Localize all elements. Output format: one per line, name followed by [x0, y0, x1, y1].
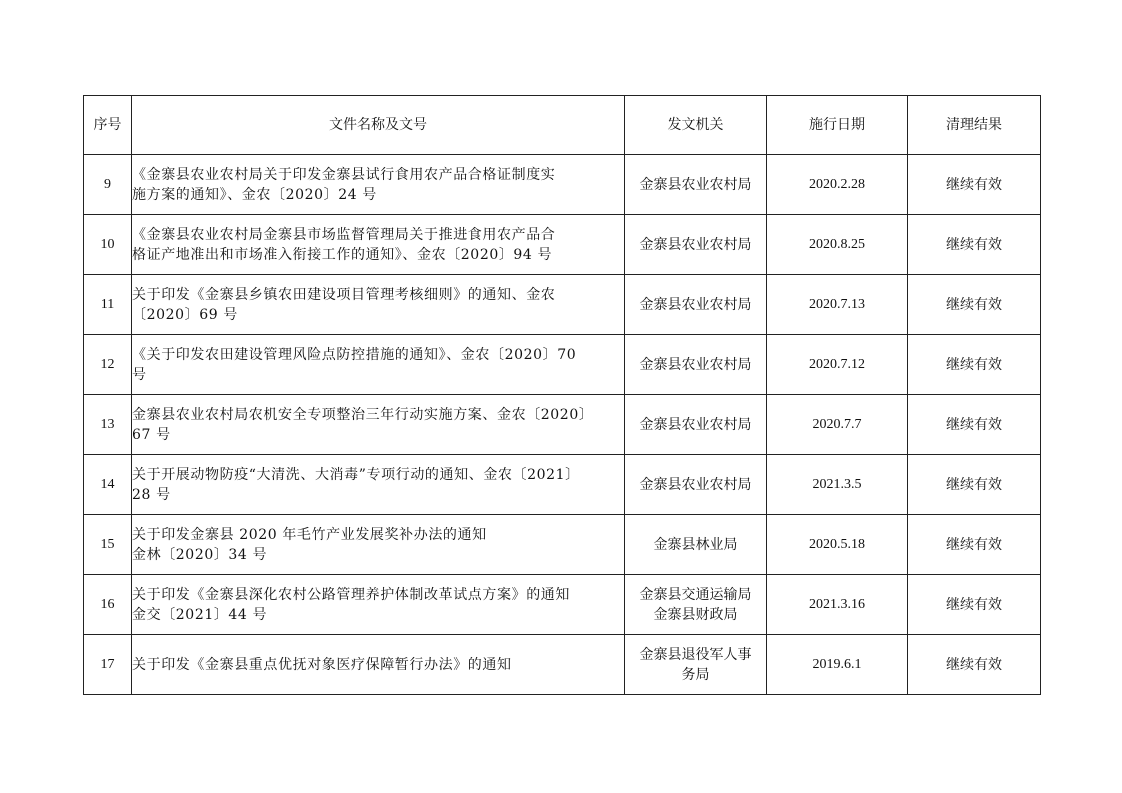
cell-review-result: 继续有效: [908, 155, 1041, 215]
cell-serial-number: 13: [84, 395, 132, 455]
cell-serial-number: 12: [84, 335, 132, 395]
cell-serial-number: 16: [84, 575, 132, 635]
cell-review-result: 继续有效: [908, 515, 1041, 575]
table-body: [84, 155, 1041, 695]
issuing-authority-line: 金寨县退役军人事: [639, 646, 752, 663]
cell-issuing-authority: [625, 395, 767, 455]
cell-effective-date: 2019.6.1: [767, 635, 908, 695]
header-review-result: 清理结果: [908, 96, 1041, 155]
header-issuing-authority: 发文机关: [625, 96, 767, 155]
cell-document-name: [132, 275, 625, 335]
header-row: [84, 96, 1041, 155]
cell-review-result: 继续有效: [908, 275, 1041, 335]
cell-document-name: [132, 455, 625, 515]
cell-issuing-authority: [625, 155, 767, 215]
cell-review-result: 继续有效: [908, 455, 1041, 515]
issuing-authority-line: 务局: [681, 666, 710, 683]
document-name-line: 金林〔2020〕34 号: [132, 546, 268, 563]
issuing-authority-line: 金寨县农业农村局: [639, 356, 752, 373]
cell-review-result: 继续有效: [908, 635, 1041, 695]
issuing-authority-line: 金寨县农业农村局: [639, 296, 752, 313]
document-name-line: 关于印发《金寨县深化农村公路管理养护体制改革试点方案》的通知: [132, 586, 570, 603]
cell-effective-date: 2021.3.16: [767, 575, 908, 635]
issuing-authority-line: 金寨县农业农村局: [639, 476, 752, 493]
header-effective-date: 施行日期: [767, 96, 908, 155]
issuing-authority-line: 金寨县林业局: [653, 536, 738, 553]
document-name-line: 关于印发《金寨县重点优抚对象医疗保障暂行办法》的通知: [132, 656, 512, 673]
document-name-line: 关于开展动物防疫“大清洗、大消毒”专项行动的通知、金农〔2021〕: [132, 466, 580, 483]
document-name-line: 《金寨县农业农村局关于印发金寨县试行食用农产品合格证制度实: [132, 166, 556, 183]
cell-serial-number: 17: [84, 635, 132, 695]
document-name-line: 67 号: [132, 426, 171, 443]
document-name-line: 关于印发金寨县 2020 年毛竹产业发展奖补办法的通知: [132, 526, 487, 543]
cell-issuing-authority: [625, 575, 767, 635]
cell-effective-date: 2020.5.18: [767, 515, 908, 575]
table-row: [84, 275, 1041, 335]
table-row: [84, 455, 1041, 515]
table-row: [84, 155, 1041, 215]
issuing-authority-line: 金寨县农业农村局: [639, 416, 752, 433]
cell-document-name: [132, 335, 625, 395]
cell-document-name: [132, 215, 625, 275]
cell-issuing-authority: [625, 635, 767, 695]
cell-effective-date: 2020.7.7: [767, 395, 908, 455]
cell-document-name: [132, 635, 625, 695]
cell-document-name: [132, 575, 625, 635]
cell-serial-number: 10: [84, 215, 132, 275]
cell-review-result: 继续有效: [908, 215, 1041, 275]
cell-issuing-authority: [625, 515, 767, 575]
cell-serial-number: 15: [84, 515, 132, 575]
document-name-line: 金交〔2021〕44 号: [132, 606, 268, 623]
document-name-line: 《关于印发农田建设管理风险点防控措施的通知》、金农〔2020〕70: [132, 346, 577, 363]
document-name-line: 格证产地准出和市场准入衔接工作的通知》、金农〔2020〕94 号: [132, 246, 553, 263]
cell-issuing-authority: [625, 215, 767, 275]
cell-document-name: [132, 515, 625, 575]
cell-review-result: 继续有效: [908, 395, 1041, 455]
document-name-line: 关于印发《金寨县乡镇农田建设项目管理考核细则》的通知、金农: [132, 286, 556, 303]
cell-effective-date: 2020.8.25: [767, 215, 908, 275]
cell-document-name: [132, 395, 625, 455]
issuing-authority-line: 金寨县财政局: [653, 606, 738, 623]
table-row: [84, 635, 1041, 695]
issuing-authority-line: 金寨县农业农村局: [639, 236, 752, 253]
document-name-line: 28 号: [132, 486, 171, 503]
document-name-line: 〔2020〕69 号: [132, 306, 238, 323]
document-name-line: 施方案的通知》、金农〔2020〕24 号: [132, 186, 377, 203]
cell-serial-number: 9: [84, 155, 132, 215]
cell-effective-date: 2020.2.28: [767, 155, 908, 215]
cell-serial-number: 11: [84, 275, 132, 335]
table-row: [84, 335, 1041, 395]
cell-effective-date: 2021.3.5: [767, 455, 908, 515]
table-row: [84, 215, 1041, 275]
cell-document-name: [132, 155, 625, 215]
header-serial-number: 序号: [84, 96, 132, 155]
cell-issuing-authority: [625, 275, 767, 335]
cell-serial-number: 14: [84, 455, 132, 515]
cell-issuing-authority: [625, 335, 767, 395]
table-row: [84, 395, 1041, 455]
document-name-line: 金寨县农业农村局农机安全专项整治三年行动实施方案、金农〔2020〕: [132, 406, 594, 423]
table-row: [84, 515, 1041, 575]
cell-effective-date: 2020.7.12: [767, 335, 908, 395]
cell-effective-date: 2020.7.13: [767, 275, 908, 335]
issuing-authority-line: 金寨县交通运输局: [639, 586, 752, 603]
issuing-authority-line: 金寨县农业农村局: [639, 176, 752, 193]
header-document-name: 文件名称及文号: [132, 96, 625, 155]
cell-review-result: 继续有效: [908, 335, 1041, 395]
cell-review-result: 继续有效: [908, 575, 1041, 635]
document-name-line: 《金寨县农业农村局金寨县市场监督管理局关于推进食用农产品合: [132, 226, 556, 243]
cell-issuing-authority: [625, 455, 767, 515]
document-table: [83, 95, 1041, 695]
document-name-line: 号: [132, 366, 147, 383]
table-row: [84, 575, 1041, 635]
